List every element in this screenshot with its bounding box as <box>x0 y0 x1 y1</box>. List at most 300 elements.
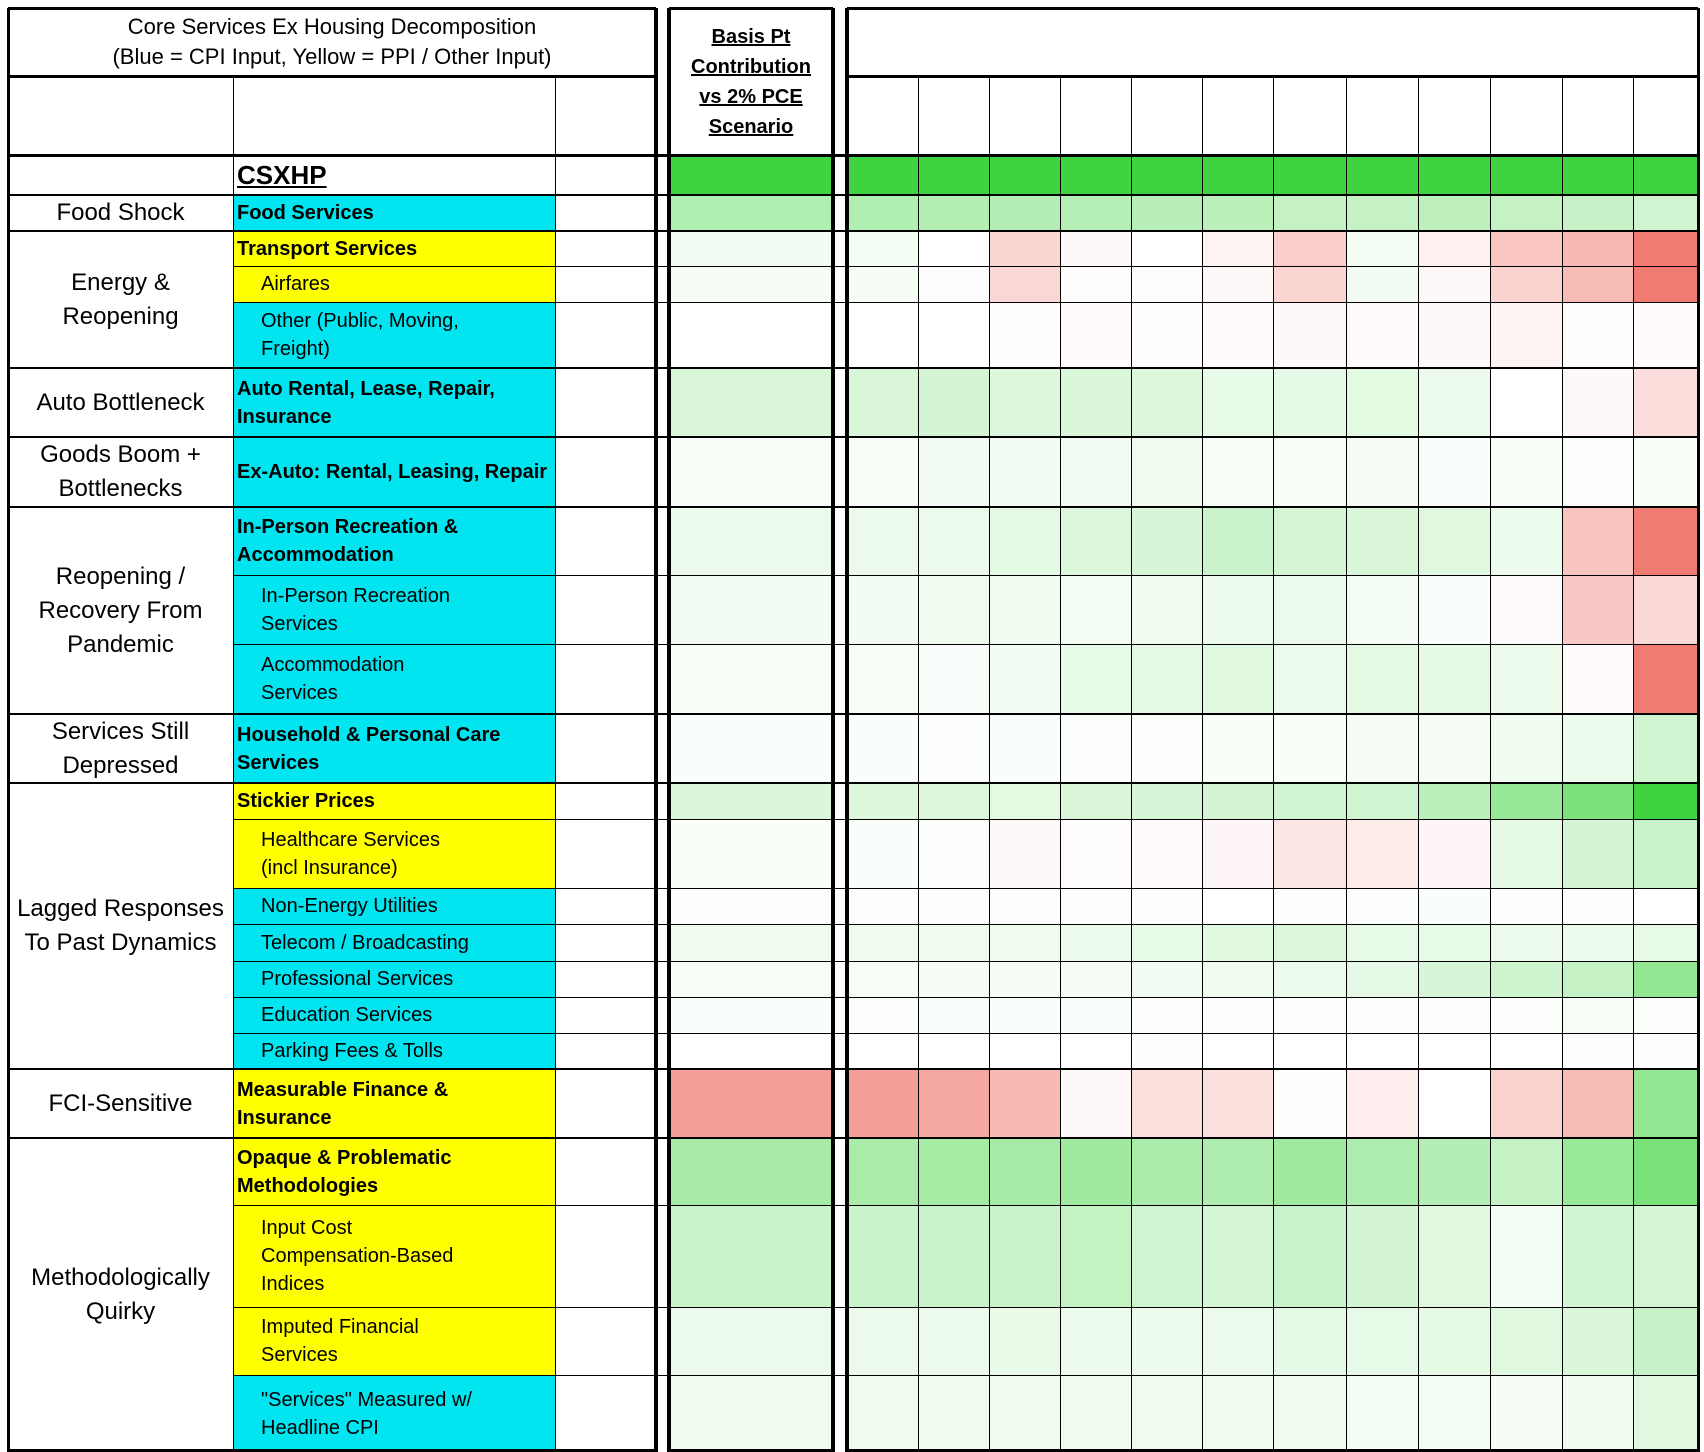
value-cell <box>1562 507 1633 575</box>
bp-contribution-header-line: vs 2% PCE <box>699 85 803 108</box>
value-cell <box>918 819 989 888</box>
value-cell <box>1060 368 1131 437</box>
value-cell <box>1490 819 1562 888</box>
value-cell <box>1633 819 1698 888</box>
category-cell: Food Services <box>233 195 555 231</box>
value-cell <box>989 888 1060 924</box>
value-cell <box>1131 819 1202 888</box>
value-cell <box>1273 961 1346 997</box>
value-cell <box>918 1205 989 1307</box>
value-cell <box>1273 783 1346 819</box>
value-cell <box>1202 302 1273 368</box>
value-cell <box>1273 644 1346 714</box>
bp-cell <box>669 819 833 888</box>
value-cell <box>1562 195 1633 231</box>
value-cell <box>847 437 918 507</box>
value-cell <box>1346 231 1418 266</box>
value-cell <box>1490 1069 1562 1138</box>
value-cell <box>1418 714 1490 783</box>
weight-cell <box>555 437 656 507</box>
value-cell <box>1060 819 1131 888</box>
grid-line <box>233 997 1698 998</box>
value-cell <box>1131 888 1202 924</box>
value-cell <box>989 1205 1060 1307</box>
value-cell <box>1346 1033 1418 1069</box>
grid-line <box>8 1137 1698 1139</box>
period-header-7m <box>1202 76 1273 155</box>
grid-line <box>233 819 1698 820</box>
category-cell: Healthcare Services (incl Insurance) <box>233 819 555 888</box>
value-cell <box>1418 924 1490 961</box>
value-cell <box>1633 575 1698 644</box>
value-cell <box>1202 1138 1273 1205</box>
value-cell <box>1490 302 1562 368</box>
value-cell <box>1346 1307 1418 1375</box>
grid-line <box>233 644 1698 645</box>
value-cell <box>1418 997 1490 1033</box>
value-cell <box>1202 997 1273 1033</box>
value-cell <box>918 961 989 997</box>
value-cell <box>1346 1069 1418 1138</box>
value-cell <box>918 368 989 437</box>
value-cell <box>1060 1033 1131 1069</box>
value-cell <box>847 266 918 302</box>
value-cell <box>847 575 918 644</box>
value-cell <box>1202 195 1273 231</box>
table-title <box>8 8 656 76</box>
bp-cell <box>669 961 833 997</box>
value-cell <box>918 1069 989 1138</box>
value-cell <box>1418 1205 1490 1307</box>
value-cell <box>1273 714 1346 783</box>
bp-cell <box>669 644 833 714</box>
bp-cell <box>669 266 833 302</box>
grid-line <box>989 76 990 1452</box>
grid-line <box>1273 76 1274 1452</box>
value-cell <box>1131 437 1202 507</box>
value-cell <box>1490 997 1562 1033</box>
value-cell <box>1060 924 1131 961</box>
value-cell <box>1562 1307 1633 1375</box>
value-cell <box>1202 783 1273 819</box>
value-cell <box>1418 575 1490 644</box>
value-cell <box>1490 1205 1562 1307</box>
value-cell <box>1633 1033 1698 1069</box>
grid-line <box>1202 76 1203 1452</box>
category-cell: In-Person Recreation Services <box>233 575 555 644</box>
grid-line <box>233 1307 1698 1308</box>
value-cell <box>1562 1375 1633 1452</box>
category-cell: Auto Rental, Lease, Repair, Insurance <box>233 368 555 437</box>
value-cell <box>1131 507 1202 575</box>
value-cell <box>1346 961 1418 997</box>
value-cell <box>1418 819 1490 888</box>
value-cell <box>918 266 989 302</box>
category-cell: Telecom / Broadcasting <box>233 924 555 961</box>
value-cell <box>1418 195 1490 231</box>
period-header-11m <box>918 76 989 155</box>
weight-cell <box>555 644 656 714</box>
value-cell <box>1202 266 1273 302</box>
value-cell <box>1633 961 1698 997</box>
value-cell <box>1131 368 1202 437</box>
value-cell <box>1131 302 1202 368</box>
category-cell: Ex-Auto: Rental, Leasing, Repair <box>233 437 555 507</box>
grid-line <box>233 575 1698 576</box>
value-cell <box>1418 644 1490 714</box>
bp-cell <box>669 924 833 961</box>
theme-cell: Food Shock <box>56 199 185 226</box>
value-cell <box>1633 1069 1698 1138</box>
value-cell <box>1346 155 1418 195</box>
category-cell: Other (Public, Moving, Freight) <box>233 302 555 368</box>
value-cell <box>1562 819 1633 888</box>
value-cell <box>918 714 989 783</box>
table-title-line: Core Services Ex Housing Decomposition <box>127 14 537 39</box>
value-cell <box>1562 266 1633 302</box>
grid-line <box>8 1068 1698 1070</box>
value-cell <box>1202 575 1273 644</box>
bp-cell <box>669 231 833 266</box>
value-cell <box>1202 1307 1273 1375</box>
theme-cell: Energy & Reopening <box>62 268 179 330</box>
value-cell <box>918 507 989 575</box>
grid-line <box>847 7 1698 10</box>
value-cell <box>1562 644 1633 714</box>
grid-line <box>1131 76 1132 1452</box>
value-cell <box>847 1307 918 1375</box>
category-cell: Measurable Finance & Insurance <box>233 1069 555 1138</box>
value-cell <box>918 924 989 961</box>
value-cell <box>1562 783 1633 819</box>
category-cell: Professional Services <box>233 961 555 997</box>
theme-cell: Lagged Responses To Past Dynamics <box>17 895 224 956</box>
value-cell <box>1060 231 1131 266</box>
weight-cell <box>555 924 656 961</box>
value-cell <box>989 266 1060 302</box>
value-cell <box>1202 1069 1273 1138</box>
value-cell <box>1273 1138 1346 1205</box>
value-cell <box>1131 155 1202 195</box>
value-cell <box>1131 1205 1202 1307</box>
value-cell <box>1633 714 1698 783</box>
weight-cell <box>555 266 656 302</box>
value-cell <box>1273 302 1346 368</box>
value-cell <box>1273 819 1346 888</box>
value-cell <box>1490 714 1562 783</box>
value-cell <box>989 368 1060 437</box>
value-cell <box>1418 155 1490 195</box>
bp-cell <box>669 1069 833 1138</box>
weight-cell <box>555 1375 656 1452</box>
value-cell <box>1490 924 1562 961</box>
value-cell <box>1202 231 1273 266</box>
value-cell <box>1060 1375 1131 1452</box>
value-cell <box>1633 195 1698 231</box>
grid-line <box>8 230 1698 232</box>
value-cell <box>1060 1138 1131 1205</box>
value-cell <box>1202 819 1273 888</box>
value-cell <box>1131 783 1202 819</box>
value-cell <box>1633 266 1698 302</box>
value-cell <box>1562 1033 1633 1069</box>
value-cell <box>847 195 918 231</box>
value-cell <box>1490 437 1562 507</box>
value-cell <box>989 1138 1060 1205</box>
bp-cell <box>669 195 833 231</box>
grid-line <box>831 8 835 1452</box>
value-cell <box>1131 1138 1202 1205</box>
value-cell <box>989 1033 1060 1069</box>
value-cell <box>1633 507 1698 575</box>
value-cell <box>989 819 1060 888</box>
value-cell <box>847 1138 918 1205</box>
grid-line <box>8 194 1698 196</box>
value-cell <box>1060 888 1131 924</box>
value-cell <box>1202 714 1273 783</box>
theme-cell: Auto Bottleneck <box>36 388 205 416</box>
value-cell <box>1490 783 1562 819</box>
value-cell <box>989 924 1060 961</box>
period-header-3m <box>1490 76 1562 155</box>
theme-cell: Reopening / Recovery From Pandemic <box>38 562 203 658</box>
value-cell <box>1346 888 1418 924</box>
value-cell <box>1060 155 1131 195</box>
value-cell <box>1418 888 1490 924</box>
period-header-8m <box>1131 76 1202 155</box>
value-cell <box>1346 644 1418 714</box>
period-header-6m <box>1273 76 1346 155</box>
category-cell: Accommodation Services <box>233 644 555 714</box>
bp-contribution-header-line: Scenario <box>708 115 794 138</box>
value-cell <box>1273 924 1346 961</box>
value-cell <box>1202 644 1273 714</box>
weight-cell <box>555 575 656 644</box>
value-cell <box>1490 1307 1562 1375</box>
value-cell <box>1273 1033 1346 1069</box>
value-cell <box>1202 155 1273 195</box>
bp-cell <box>669 1138 833 1205</box>
value-cell <box>847 1033 918 1069</box>
grid-line <box>233 1033 1698 1034</box>
value-cell <box>918 437 989 507</box>
value-cell <box>1131 644 1202 714</box>
value-cell <box>1418 1033 1490 1069</box>
value-cell <box>1273 1069 1346 1138</box>
value-cell <box>989 437 1060 507</box>
grid-line <box>669 7 833 10</box>
value-cell <box>1562 368 1633 437</box>
grid-line <box>8 506 1698 508</box>
grid-line <box>8 713 1698 715</box>
category-cell: Imputed Financial Services <box>233 1307 555 1375</box>
theme-cell: Goods Boom + Bottlenecks <box>40 441 201 502</box>
period-header-10m <box>989 76 1060 155</box>
value-cell <box>918 1307 989 1375</box>
grid-line <box>233 302 1698 303</box>
value-cell <box>989 1069 1060 1138</box>
value-cell <box>1418 1069 1490 1138</box>
grid-line <box>1418 76 1419 1452</box>
value-cell <box>1060 507 1131 575</box>
grid-line <box>1490 76 1491 1452</box>
value-cell <box>1633 924 1698 961</box>
value-cell <box>918 155 989 195</box>
value-cell <box>1490 1375 1562 1452</box>
value-cell <box>918 302 989 368</box>
value-cell <box>918 1033 989 1069</box>
value-cell <box>1490 1033 1562 1069</box>
value-cell <box>1131 1375 1202 1452</box>
grid-line <box>845 8 849 1452</box>
value-cell <box>1346 195 1418 231</box>
grid-line <box>233 266 1698 267</box>
grid-line <box>654 8 658 1452</box>
value-cell <box>1418 1138 1490 1205</box>
category-cell: Parking Fees & Tolls <box>233 1033 555 1069</box>
value-cell <box>1562 888 1633 924</box>
contributions-header <box>847 8 1698 72</box>
value-cell <box>1633 888 1698 924</box>
grid-line <box>233 1205 1698 1206</box>
theme-cell: FCI-Sensitive <box>48 1089 193 1117</box>
value-cell <box>1418 507 1490 575</box>
value-cell <box>1131 1069 1202 1138</box>
weight-cell <box>555 888 656 924</box>
value-cell <box>989 997 1060 1033</box>
value-cell <box>847 507 918 575</box>
category-cell: Stickier Prices <box>233 783 555 819</box>
value-cell <box>1346 714 1418 783</box>
value-cell <box>1131 1033 1202 1069</box>
value-cell <box>1562 1069 1633 1138</box>
value-cell <box>989 231 1060 266</box>
value-cell <box>918 1375 989 1452</box>
value-cell <box>847 819 918 888</box>
value-cell <box>847 1205 918 1307</box>
value-cell <box>1633 368 1698 437</box>
value-cell <box>1418 1375 1490 1452</box>
value-cell <box>918 888 989 924</box>
grid-line <box>8 436 1698 438</box>
value-cell <box>989 644 1060 714</box>
value-cell <box>1273 231 1346 266</box>
value-cell <box>1490 266 1562 302</box>
value-cell <box>1273 575 1346 644</box>
category-cell: "Services" Measured w/ Headline CPI <box>233 1375 555 1452</box>
value-cell <box>1633 644 1698 714</box>
value-cell <box>1562 155 1633 195</box>
value-cell <box>1633 1205 1698 1307</box>
weight-cell <box>555 1069 656 1138</box>
category-header <box>233 76 555 155</box>
value-cell <box>1060 961 1131 997</box>
grid-line <box>233 76 234 1452</box>
value-cell <box>1490 644 1562 714</box>
value-cell <box>1562 961 1633 997</box>
value-cell <box>1346 437 1418 507</box>
value-cell <box>1418 231 1490 266</box>
value-cell <box>918 783 989 819</box>
weight-cell <box>555 819 656 888</box>
value-cell <box>1346 368 1418 437</box>
grid-line <box>1697 8 1700 1452</box>
value-cell <box>1562 924 1633 961</box>
weight-cell <box>555 997 656 1033</box>
bp-cell <box>669 155 833 195</box>
value-cell <box>918 575 989 644</box>
weight-cell <box>555 1307 656 1375</box>
value-cell <box>1418 266 1490 302</box>
grid-line <box>233 924 1698 925</box>
value-cell <box>1562 231 1633 266</box>
value-cell <box>1131 195 1202 231</box>
value-cell <box>989 714 1060 783</box>
category-cell: Opaque & Problematic Methodologies <box>233 1138 555 1205</box>
value-cell <box>1346 783 1418 819</box>
value-cell <box>1202 437 1273 507</box>
value-cell <box>989 155 1060 195</box>
value-cell <box>1131 1307 1202 1375</box>
weight-cell <box>555 714 656 783</box>
value-cell <box>989 507 1060 575</box>
grid-line <box>1346 76 1347 1452</box>
grid-line <box>233 961 1698 962</box>
value-cell <box>847 997 918 1033</box>
value-cell <box>1346 924 1418 961</box>
theme-cell: Services Still Depressed <box>51 717 190 779</box>
value-cell <box>1060 714 1131 783</box>
value-cell <box>1490 1138 1562 1205</box>
value-cell <box>1633 302 1698 368</box>
bp-cell <box>669 1033 833 1069</box>
bp-cell <box>669 302 833 368</box>
value-cell <box>1346 819 1418 888</box>
value-cell <box>1060 302 1131 368</box>
value-cell <box>1060 437 1131 507</box>
bp-cell <box>669 1307 833 1375</box>
value-cell <box>1202 961 1273 997</box>
value-cell <box>1131 575 1202 644</box>
table-title-line: (Blue = CPI Input, Yellow = PPI / Other Input) <box>112 44 552 69</box>
value-cell <box>1633 1375 1698 1452</box>
grid-line <box>918 76 919 1452</box>
weight-header <box>555 76 656 155</box>
value-cell <box>918 644 989 714</box>
value-cell <box>1633 783 1698 819</box>
value-cell <box>1273 437 1346 507</box>
value-cell <box>1202 368 1273 437</box>
category-cell: CSXHP <box>233 155 555 195</box>
value-cell <box>1202 924 1273 961</box>
value-cell <box>1346 1205 1418 1307</box>
grid-line <box>8 7 656 10</box>
value-cell <box>1273 155 1346 195</box>
value-cell <box>1346 575 1418 644</box>
value-cell <box>989 783 1060 819</box>
bp-cell <box>669 714 833 783</box>
value-cell <box>918 231 989 266</box>
value-cell <box>847 961 918 997</box>
grid-line <box>8 154 1698 157</box>
value-cell <box>847 783 918 819</box>
period-header-9m <box>1060 76 1131 155</box>
weight-cell <box>555 368 656 437</box>
value-cell <box>1273 266 1346 302</box>
value-cell <box>1060 266 1131 302</box>
value-cell <box>1562 575 1633 644</box>
value-cell <box>1202 1205 1273 1307</box>
